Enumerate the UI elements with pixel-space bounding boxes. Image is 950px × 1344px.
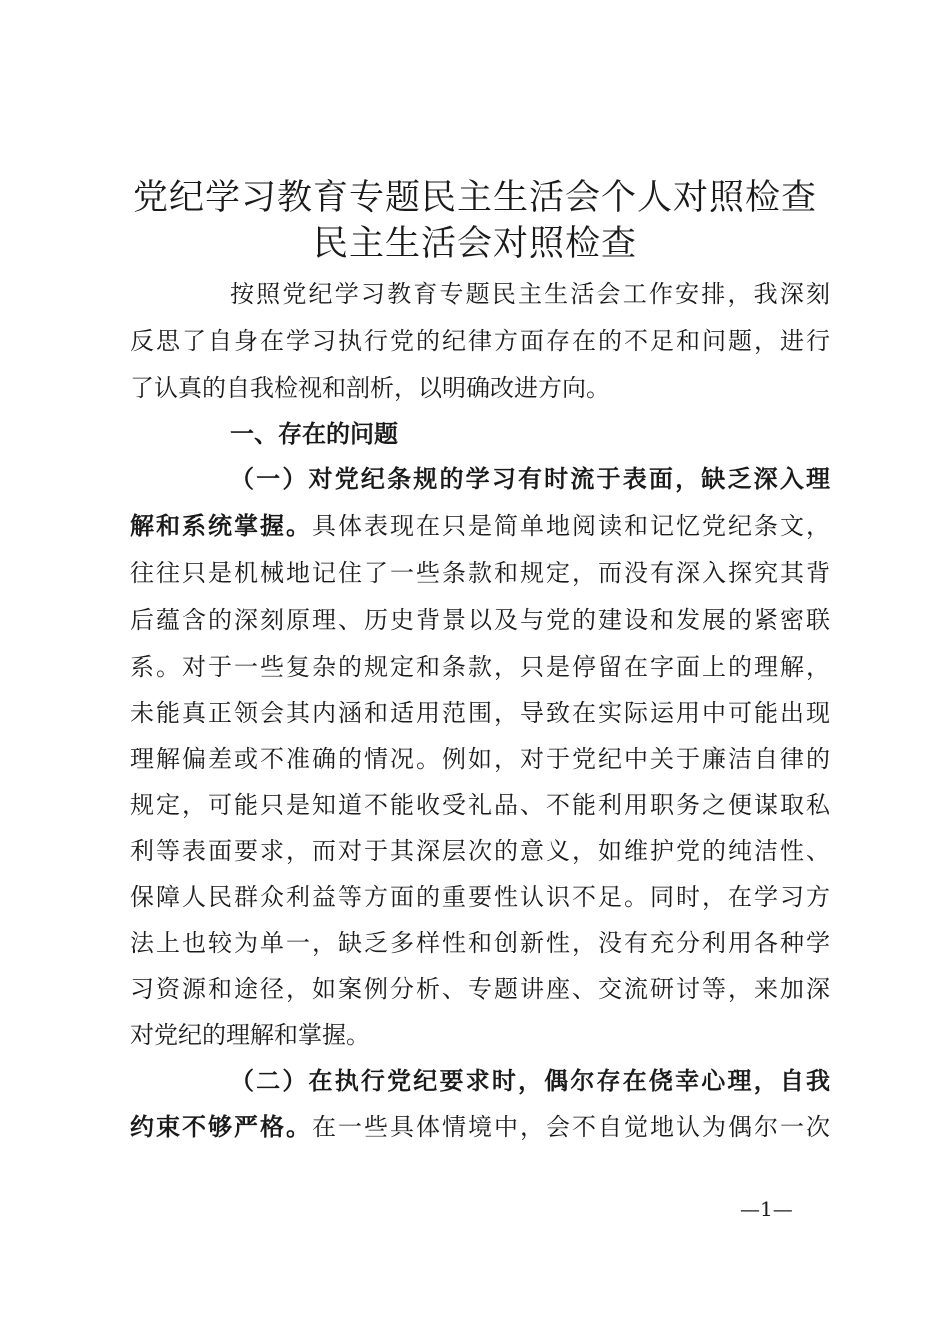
intro-line: 反思了自身在学习执行党的纪律方面存在的不足和问题，进行 bbox=[130, 327, 830, 355]
item-2-line-rest: 在一些具体情境中，会不自觉地认为偶尔一次 bbox=[312, 1113, 830, 1141]
item-2-line bbox=[130, 1109, 830, 1145]
paragraph-line: 往往只是机械地记住了一些条款和规定，而没有深入探究其背 bbox=[130, 559, 830, 587]
paragraph-line: 利等表面要求，而对于其深层次的意义，如维护党的纯洁性、 bbox=[130, 837, 830, 865]
intro-line: 按照党纪学习教育专题民主生活会工作安排，我深刻 bbox=[230, 280, 830, 308]
paragraph-line: 后蕴含的深刻原理、历史背景以及与党的建设和发展的紧密联 bbox=[130, 606, 830, 634]
paragraph-line: 习资源和途径，如案例分析、专题讲座、交流研讨等，来加深 bbox=[130, 975, 830, 1003]
document-title-line-1: 党纪学习教育专题民主生活会个人对照检查 bbox=[132, 178, 817, 218]
paragraph-line: 规定，可能只是知道不能收受礼品、不能利用职务之便谋取私 bbox=[130, 791, 830, 819]
paragraph-line: 对党纪的理解和掌握。 bbox=[130, 1021, 370, 1049]
paragraph-line: 未能真正领会其内涵和适用范围，导致在实际运用中可能出现 bbox=[130, 699, 830, 727]
item-1-line-rest: 具体表现在只是简单地阅读和记忆党纪条文， bbox=[312, 512, 830, 540]
intro-line: 了认真的自我检视和剖析，以明确改进方向。 bbox=[130, 374, 610, 402]
item-2-lead-end: 约束不够严格。 bbox=[130, 1112, 312, 1141]
item-1-lead-line: （一）对党纪条规的学习有时流于表面，缺乏深入理 bbox=[230, 464, 830, 493]
paragraph-line: 系。对于一些复杂的规定和条款，只是停留在字面上的理解， bbox=[130, 653, 830, 681]
section-heading: 一、存在的问题 bbox=[230, 419, 398, 448]
paragraph-line: 保障人民群众利益等方面的重要性认识不足。同时，在学习方 bbox=[130, 883, 830, 911]
document-title-line-2: 民主生活会对照检查 bbox=[312, 224, 637, 264]
item-2-lead-line: （二）在执行党纪要求时，偶尔存在侥幸心理，自我 bbox=[230, 1066, 830, 1095]
item-1-line bbox=[130, 508, 830, 544]
paragraph-line: 法上也较为单一，缺乏多样性和创新性，没有充分利用各种学 bbox=[130, 929, 830, 957]
paragraph-line: 理解偏差或不准确的情况。例如，对于党纪中关于廉洁自律的 bbox=[130, 745, 830, 773]
item-1-lead-end: 解和系统掌握。 bbox=[130, 511, 312, 540]
page-number: —1— bbox=[740, 1197, 793, 1221]
